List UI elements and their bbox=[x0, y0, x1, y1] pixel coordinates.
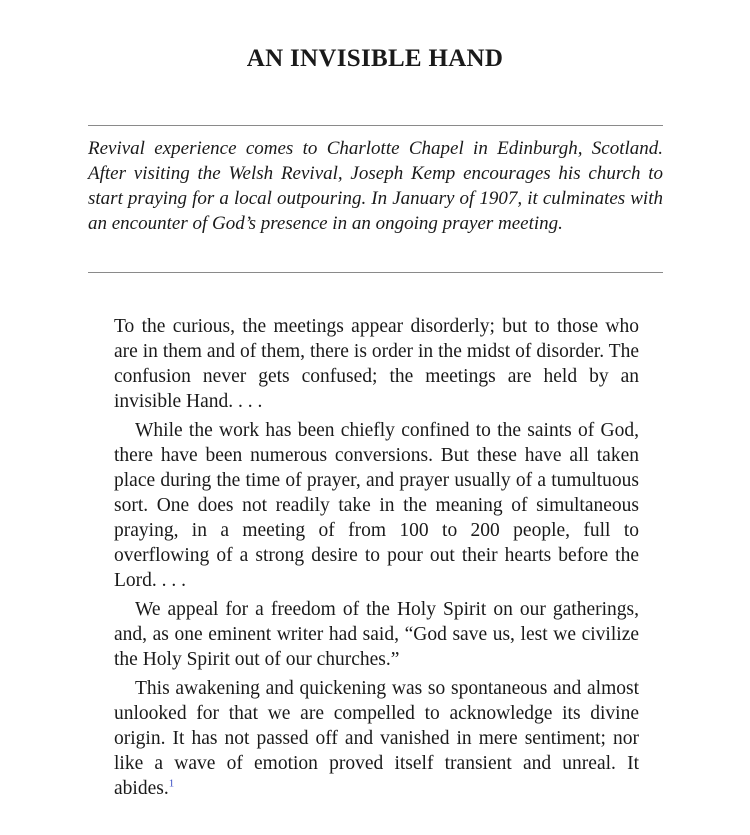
passage-paragraph-2: While the work has been chiefly confined to the saints of God, there have been numerous conversions. But these have all taken place during the time of prayer, and prayer usually of a tumultuous sort. One does not readily take in the meaning of simultaneous praying, in a meeting of from 100 to 200 people, full to overflowing of a strong desire to pour out their hearts before the Lord. . . . bbox=[114, 420, 639, 591]
passage-paragraph-1: To the curious, the meetings appear disorderly; but to those who are in them and of them, there is order in the midst of disorder. The confusion never gets confused; the meetings are held by an invisible Hand. . . . bbox=[114, 316, 639, 412]
epigraph-bottom-rule bbox=[88, 272, 663, 273]
chapter-epigraph: Revival experience comes to Charlotte Chapel in Edinburgh, Scotland. After visiting the Welsh Revival, Joseph Kemp encourages his church to start praying for a local outpouring. In January of 1907, it culminates with an encounter of God’s presence in an ongoing prayer meeting. bbox=[88, 138, 663, 234]
footnote-link[interactable]: 1 bbox=[168, 777, 175, 790]
passage-paragraph-4 bbox=[114, 676, 639, 801]
quoted-passage bbox=[114, 314, 639, 805]
passage-paragraph-4-text: This awakening and quickening was so spontaneous and almost unlooked for that we are compelled to acknowledge its divine origin. It has not passed off and vanished in mere sentiment; nor like a wave of emotion proved itself transient and unreal. It abides. bbox=[114, 678, 639, 799]
passage-paragraph-3: We appeal for a freedom of the Holy Spirit on our gatherings, and, as one eminent writer had said, “God save us, lest we civilize the Holy Spirit out of our churches.” bbox=[114, 599, 639, 670]
epigraph-top-rule bbox=[88, 125, 663, 126]
chapter-title: AN INVISIBLE HAND bbox=[246, 45, 504, 72]
